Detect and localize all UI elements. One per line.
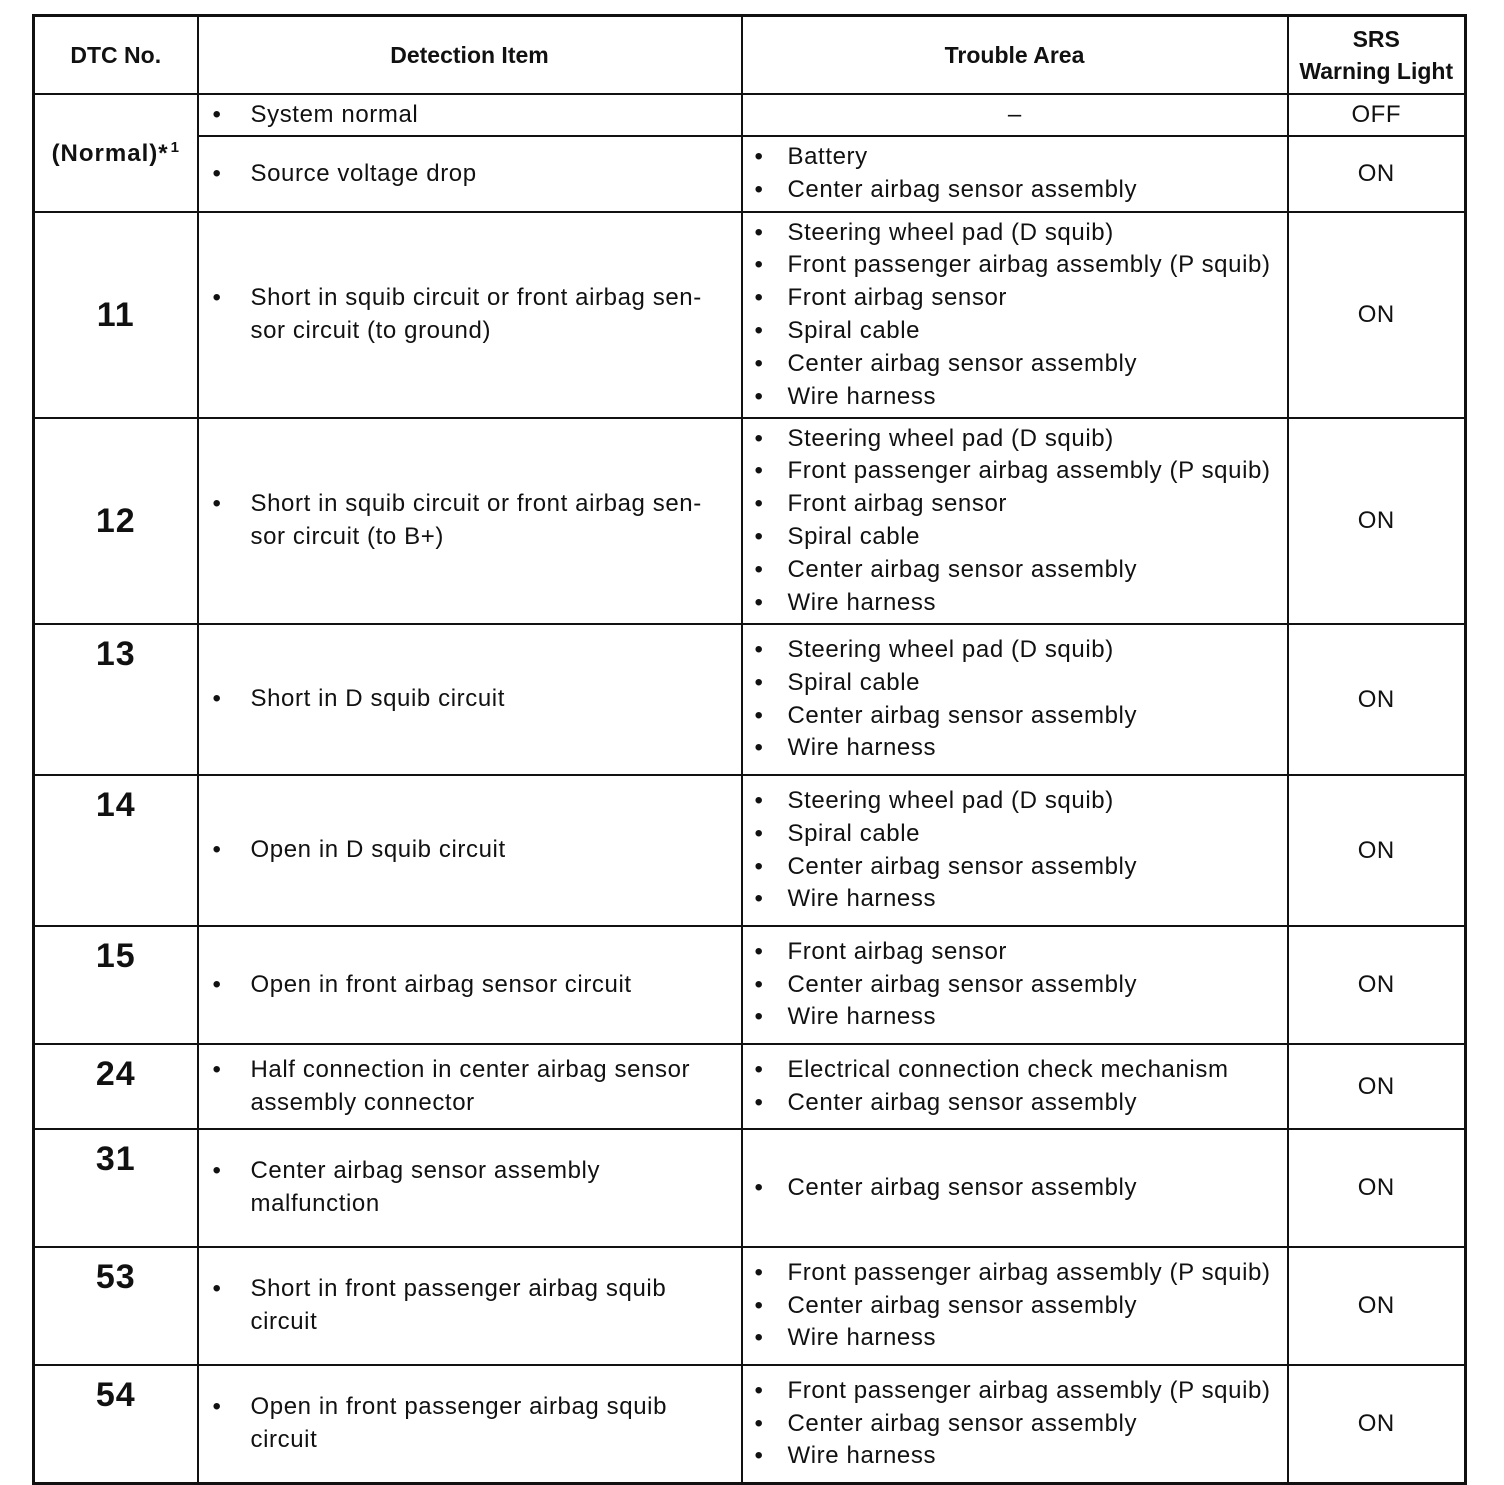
srs-status: ON: [1288, 136, 1466, 212]
trouble-area-cell: [742, 1247, 1288, 1365]
trouble-area-item: • Center airbag sensor assembly: [743, 348, 1287, 381]
trouble-area-item: • Center airbag sensor assembly: [743, 969, 1287, 1002]
trouble-area-item: • Center airbag sensor assembly: [743, 851, 1287, 884]
trouble-area-cell: [742, 136, 1288, 212]
header-trouble-area: Trouble Area: [742, 16, 1288, 95]
trouble-area-cell: [742, 1365, 1288, 1484]
trouble-area-cell: [742, 926, 1288, 1044]
trouble-area-item: • Steering wheel pad (D squib): [743, 634, 1287, 667]
detection-item: [199, 282, 741, 348]
detection-item: [199, 1155, 741, 1221]
dtc-number: 12: [34, 418, 198, 624]
detection-cell: [198, 1365, 742, 1484]
dtc-table: [32, 14, 1467, 1485]
trouble-area-item: • Steering wheel pad (D squib): [743, 217, 1287, 250]
header-dtc-no: DTC No.: [34, 16, 198, 95]
dtc-number: 15: [34, 926, 198, 1044]
detection-line: Short in squib circuit or front airbag sen-: [250, 284, 702, 312]
trouble-area-item: • Front passenger airbag assembly (P squib): [743, 1257, 1287, 1290]
detection-cell: [198, 212, 742, 418]
trouble-area-item: • Center airbag sensor assembly: [743, 554, 1287, 587]
dtc-number: 14: [34, 775, 198, 926]
trouble-area-item: • Spiral cable: [743, 521, 1287, 554]
trouble-area-cell: [742, 1129, 1288, 1247]
table-row: [34, 94, 1466, 136]
detection-line: Half connection in center airbag sensor: [250, 1055, 691, 1083]
detection-item: [199, 488, 741, 554]
srs-status: ON: [1288, 418, 1466, 624]
table-header: [34, 16, 1466, 95]
dtc-normal-cell: [34, 94, 198, 212]
dtc-number: 13: [34, 624, 198, 775]
trouble-area-item: • Steering wheel pad (D squib): [743, 785, 1287, 818]
detection-cell: [198, 136, 742, 212]
trouble-area-item: • Battery: [743, 141, 1287, 174]
detection-line: Center airbag sensor assembly: [250, 1157, 601, 1185]
detection-cell: [198, 1129, 742, 1247]
trouble-area-cell: [742, 1044, 1288, 1129]
trouble-area-item: • Wire harness: [743, 1322, 1287, 1355]
detection-line: malfunction: [250, 1190, 380, 1217]
detection-cell: [198, 775, 742, 926]
detection-cell: [198, 926, 742, 1044]
table-row: [34, 775, 1466, 926]
trouble-area-cell: [742, 624, 1288, 775]
detection-item: • Short in D squib circuit: [199, 683, 741, 716]
detection-line: Open in front passenger airbag squib: [250, 1393, 668, 1421]
dtc-number: 24: [34, 1044, 198, 1129]
detection-item: • System normal: [199, 99, 741, 132]
trouble-area-item: • Front passenger airbag assembly (P squib): [743, 1375, 1287, 1408]
detection-cell: [198, 418, 742, 624]
detection-line: circuit: [250, 1426, 318, 1453]
dtc-number: 11: [34, 212, 198, 418]
dtc-number: 54: [34, 1365, 198, 1484]
trouble-area-dash: –: [742, 94, 1288, 136]
detection-cell: [198, 94, 742, 136]
trouble-area-item: • Spiral cable: [743, 315, 1287, 348]
trouble-area-item: • Steering wheel pad (D squib): [743, 423, 1287, 456]
srs-status: OFF: [1288, 94, 1466, 136]
srs-status: ON: [1288, 926, 1466, 1044]
srs-status: ON: [1288, 775, 1466, 926]
trouble-area-item: • Wire harness: [743, 1440, 1287, 1473]
trouble-area-item: • Front passenger airbag assembly (P squib): [743, 455, 1287, 488]
header-srs-line1: SRS: [1352, 26, 1400, 52]
detection-cell: [198, 1044, 742, 1129]
detection-item: [199, 1391, 741, 1457]
srs-status: ON: [1288, 1129, 1466, 1247]
detection-item: • Open in front airbag sensor circuit: [199, 969, 741, 1002]
detection-cell: [198, 624, 742, 775]
trouble-area-item: • Wire harness: [743, 587, 1287, 620]
footnote-marker: 1: [170, 138, 180, 156]
header-srs-line2: Warning Light: [1299, 58, 1454, 84]
table-row: [34, 418, 1466, 624]
detection-line: circuit: [250, 1308, 318, 1335]
detection-line: assembly connector: [250, 1088, 475, 1116]
trouble-area-item: • Wire harness: [743, 381, 1287, 414]
table-row: [34, 624, 1466, 775]
trouble-area-item: • Wire harness: [743, 732, 1287, 765]
trouble-area-item: • Spiral cable: [743, 818, 1287, 851]
srs-status: ON: [1288, 1365, 1466, 1484]
dtc-normal-label: (Normal)*: [51, 139, 169, 167]
detection-cell: [198, 1247, 742, 1365]
detection-line: sor circuit (to B+): [250, 523, 444, 550]
srs-status: ON: [1288, 1044, 1466, 1129]
table-row: [34, 1129, 1466, 1247]
trouble-area-item: • Center airbag sensor assembly: [743, 1408, 1287, 1441]
trouble-area-item: • Front airbag sensor: [743, 936, 1287, 969]
table-row: [34, 136, 1466, 212]
header-row: [34, 16, 1466, 95]
trouble-area-item: • Wire harness: [743, 883, 1287, 916]
detection-line: Short in squib circuit or front airbag sen-: [250, 490, 702, 518]
detection-line: sor circuit (to ground): [250, 317, 492, 344]
srs-status: ON: [1288, 624, 1466, 775]
table-row: [34, 926, 1466, 1044]
detection-item: [199, 1054, 741, 1120]
trouble-area-cell: [742, 775, 1288, 926]
trouble-area-item: • Center airbag sensor assembly: [743, 1087, 1287, 1120]
detection-item: • Open in D squib circuit: [199, 834, 741, 867]
trouble-area-cell: [742, 212, 1288, 418]
table-row: [34, 212, 1466, 418]
trouble-area-item: • Center airbag sensor assembly: [743, 1290, 1287, 1323]
table-row: [34, 1365, 1466, 1484]
detection-item: • Source voltage drop: [199, 158, 741, 191]
trouble-area-item: • Electrical connection check mechanism: [743, 1054, 1287, 1087]
table-row: [34, 1044, 1466, 1129]
trouble-area-item: • Spiral cable: [743, 667, 1287, 700]
trouble-area-cell: [742, 418, 1288, 624]
header-srs-warning-light: [1288, 16, 1466, 95]
srs-status: ON: [1288, 1247, 1466, 1365]
trouble-area-item: • Center airbag sensor assembly: [743, 700, 1287, 733]
srs-status: ON: [1288, 212, 1466, 418]
trouble-area-item: • Center airbag sensor assembly: [743, 174, 1287, 207]
table-row: [34, 1247, 1466, 1365]
dtc-number: 31: [34, 1129, 198, 1247]
trouble-area-item: • Front passenger airbag assembly (P squib): [743, 249, 1287, 282]
trouble-area-item: • Front airbag sensor: [743, 488, 1287, 521]
trouble-area-item: • Wire harness: [743, 1001, 1287, 1034]
dtc-number: 53: [34, 1247, 198, 1365]
trouble-area-item: • Front airbag sensor: [743, 282, 1287, 315]
detection-item: [199, 1273, 741, 1339]
header-detection-item: Detection Item: [198, 16, 742, 95]
trouble-area-item: • Center airbag sensor assembly: [743, 1172, 1287, 1205]
detection-line: Short in front passenger airbag squib: [250, 1275, 667, 1303]
